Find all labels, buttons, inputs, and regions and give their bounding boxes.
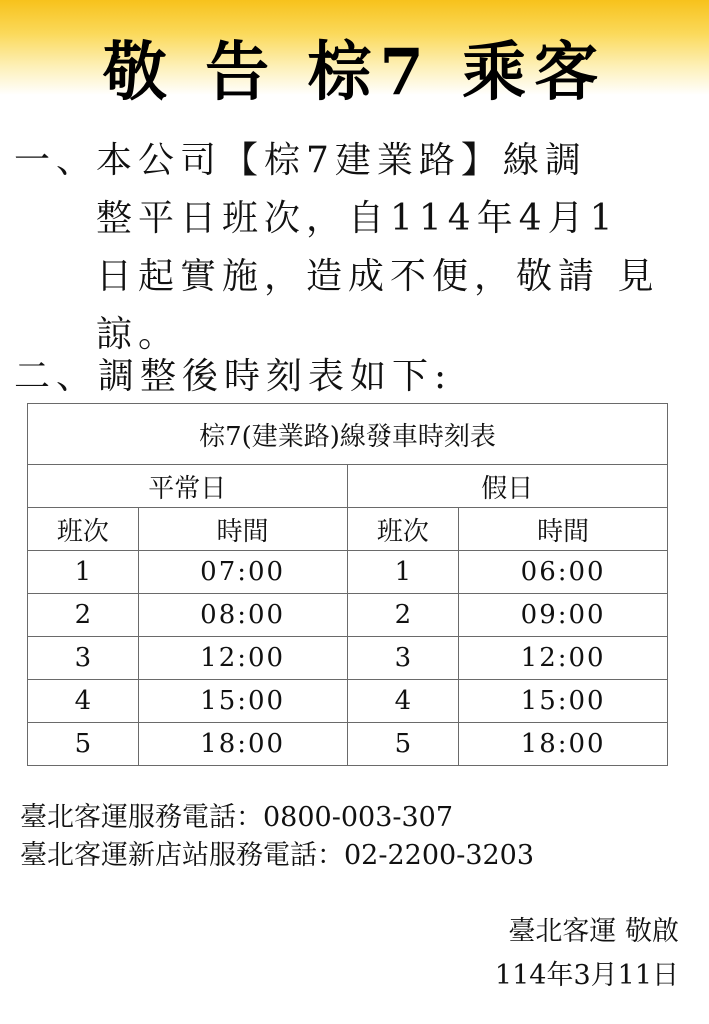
weekday-trip-no: 3 [28,637,139,680]
table-row [28,637,668,680]
header-holiday-time: 時間 [459,508,668,551]
weekday-time: 08:00 [138,594,347,637]
group-holiday: 假日 [347,465,668,508]
signature-org: 臺北客運 敬啟 [508,916,679,947]
timetable [27,403,668,766]
notice-paragraph-2 [14,348,694,406]
paragraph-1-line-2: 整平日班次，自114年4月1 [96,198,619,239]
holiday-trip-no: 2 [347,594,459,637]
header-weekday-time: 時間 [138,508,347,551]
holiday-trip-no: 5 [347,723,459,766]
weekday-time: 18:00 [138,723,347,766]
holiday-time: 12:00 [459,637,668,680]
header-weekday-trip: 班次 [28,508,139,551]
holiday-trip-no: 4 [347,680,459,723]
weekday-time: 15:00 [138,680,347,723]
table-row [28,594,668,637]
weekday-trip-no: 5 [28,723,139,766]
holiday-time: 18:00 [459,723,668,766]
weekday-trip-no: 4 [28,680,139,723]
paragraph-1-label: 一、 [14,140,99,181]
signature-date: 114年3月11日 [494,960,679,991]
paragraph-1-line-3: 日起實施，造成不便，敬請 見 [96,256,660,297]
weekday-trip-no: 2 [28,594,139,637]
holiday-trip-no: 1 [347,551,459,594]
paragraph-2-text: 調整後時刻表如下: [98,356,453,397]
holiday-time: 06:00 [459,551,668,594]
paragraph-1-line-4: 諒。 [96,314,181,355]
notice-title: 敬 告 棕7 乘客 [102,35,607,110]
table-row [28,723,668,766]
header-holiday-trip: 班次 [347,508,459,551]
weekday-time: 12:00 [138,637,347,680]
table-row [28,680,668,723]
table-row [28,551,668,594]
holiday-trip-no: 3 [347,637,459,680]
weekday-time: 07:00 [138,551,347,594]
service-phone-line: 臺北客運服務電話：0800-003-307 [20,802,454,833]
timetable-caption: 棕7(建業路)線發車時刻表 [28,404,668,465]
paragraph-2-label: 二、 [14,356,99,397]
holiday-time: 09:00 [459,594,668,637]
holiday-time: 15:00 [459,680,668,723]
xindian-station-phone-line: 臺北客運新店站服務電話：02-2200-3203 [20,840,535,871]
group-weekday: 平常日 [28,465,348,508]
weekday-trip-no: 1 [28,551,139,594]
notice-paragraph-1 [14,132,694,364]
paragraph-1-line-1: 本公司【棕7建業路】線調 [96,140,587,181]
